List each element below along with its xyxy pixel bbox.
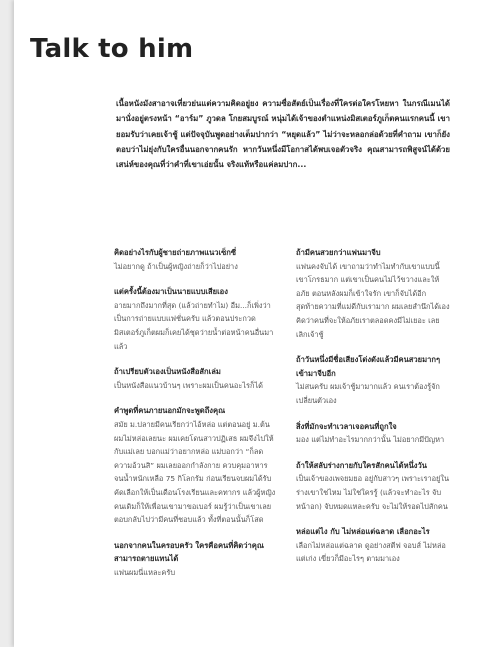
question-text: ถ้าเปรียบตัวเองเป็นหนังสือสักเล่ม [114, 367, 221, 377]
page-title: Talk to him [30, 34, 194, 64]
question-text: ถ้าให้สลับร่างกายกับใครสักคนได้หนึ่งวัน [296, 460, 427, 470]
question-text: แต่ครั้งนี้ต้องมาเป็นนายแบบเสียเอง [114, 287, 228, 297]
answer-text: เป็นเจ้าของเพจยมยอ อยู่กับสาวๆ เพราะเราอยู่ในร่างเขาใช่ไหม ไม่ใช่ใครรู้ (แล้วจะทำอะไร จับหน้าอก) จับหมดแหละครับ จะไม่ให้รอดไปสักคน [296, 474, 450, 511]
left-qa-column [114, 246, 276, 591]
qa-item [296, 246, 450, 341]
question-text: หล่อแต่ไง กับ ไม่หล่อแต่ฉลาด เลือกอะไร [296, 527, 430, 537]
qa-item [296, 353, 450, 407]
answer-text: สมัย ม.ปลายมีคนเรียกว่าไอ้หล่อ แต่ตอนอยู่ ม.ต้น ผมไม่หล่อเลยนะ ผมเคยโดนสาวปฏิเสธ ผมจึงไปให้กับแม่เลย บอกแม่ว่าอยากหล่อ แม่บอกว่า “ก็ลดความอ้วนสิ” ผมเลยออกกำลังกาย ควบคุมอาหาร จนน้ำหนักเหลือ 75 กิโลกรัม ก่อนเรียนจบผมได้รับคัดเลือกให้เป็นเดือนโรงเรียนและคทากร แล้วผู้หญิงคนเดิมก็ให้เพื่อนเขามาขอเบอร์ ผมรู้ว่าเป็นเขาเลยตอบกลับไปว่ามีคนที่ชอบแล้ว ทั้งที่ตอนนั้นก็โสด [114, 419, 276, 525]
answer-text: อายมากถึงมากที่สุด (แล้วถ่ายทำไม) อืม...ก็เพิ่งว่าเป็นการถ่ายแบบแฟชั่นครับ แล้วตอนประกวดมิสเตอร์ภูเก็ตผมก็เคยได้ชุดว่ายน้ำต่อหน้าคนอื่นมาแล้ว [114, 300, 274, 351]
answer-text: ไม่อยากดู ถ้าเป็นผู้หญิงถ่ายก็ว่าไปอย่าง [114, 261, 238, 271]
magazine-page [14, 0, 500, 647]
right-qa-column [296, 246, 450, 578]
question-text: คิดอย่างไรกับผู้ชายถ่ายภาพแนวเซ็กซี่ [114, 248, 237, 257]
qa-item [114, 285, 276, 353]
answer-text: แฟนผมนี่แหละครับ [114, 567, 176, 577]
qa-item [296, 420, 450, 447]
qa-item [114, 539, 276, 580]
question-text: สิ่งที่มักจะทำเวลาเจอคนที่ถูกใจ [296, 421, 397, 431]
answer-text: ไม่สนครับ ผมเจ้าชู้มามากแล้ว คนเราต้องรู้จักเปลี่ยนตัวเอง [296, 382, 440, 405]
answer-text: เลือกไม่หล่อแต่ฉลาด ดูอย่างสตีฟ จอบส์ ไม่หล่อแต่เก่ง เขี่ยวก็มีอะไรๆ ตามมาเอง [296, 540, 446, 564]
question-text: ถ้าวันหนึ่งมีชื่อเสียงโด่งดังแล้วมีคนสวยมากๆ เข้ามาจีบอีก [296, 355, 441, 378]
answer-text: มอง แต่ไม่ทำอะไรมากกว่านั้น ไม่อยากมีปัญหา [296, 435, 445, 445]
intro-paragraph: เนื้อหนังมังสาอาจเที่ยวย่นแต่ความคิดอยู่ยง ความซื่อสัตย์เป็นเรื่องที่ใครต่อใครโหยหา ในกรณีเมนได้มานั่งอยู่ตรงหน้า “อาร์ม” ภูวดล โกยสมบูรณ์ หนุ่มได้เจ้าของตำแหน่งมิสเตอร์ภูเก็ตคนแรกคนนี้ เขายอมรับว่าเคยเจ้าชู้ แต่ปัจจุบันพูดอย่างเต็มปากว่า “หยุดแล้ว” ไม่ว่าจะหลอกล่อด้วยที่คำถาม เขาก็ยังตอบว่าไม่ยุ่งกับใครอื่นนอกจากคนรัก หากวันหนึ่งมีโอกาสได้พบเจอตัวจริง คุณสามารถพิสูจน์ได้ด้วยเสน่ห์ของคุณที่ว่าคำที่เขาเอ่ยนั้น จริงแท้หรือแค่ลมปาก... [116, 99, 450, 170]
answer-text: เป็นหนังสือแนวบ้านๆ เพราะผมเป็นคนอะไรก็ได้ [114, 380, 263, 390]
qa-item [114, 246, 276, 273]
question-text: นอกจากคนในครอบครัว ใครคือคนที่คิดว่าคุณสามารถตายแทนได้ [114, 540, 264, 564]
question-text: ถ้ามีคนสวยกว่าแฟนมาจีบ [296, 248, 381, 257]
qa-item [114, 404, 276, 526]
qa-item [296, 459, 450, 513]
question-text: คำพูดที่คนภายนอกมักจะพูดถึงคุณ [114, 406, 226, 416]
qa-item [296, 525, 450, 566]
qa-item [114, 365, 276, 392]
answer-text: แฟนคงจับได้ เขาถามว่าทำไมทำกับเขาแบบนี้ เขาโกรธมาก แต่เขาเป็นคนไม่ไว้ขวางและให้อภัย ตอนหลังผมก็เข้าใจรัก เขาก็จับได้อีก สุดท้ายความที่แม่ดีกับเรามาก ผมเลยสำนึกได้เอง คิดว่าคนที่จะให้อภัยเราตลอดคงมีไม่เยอะ เลยเลิกเจ้าชู้ [296, 261, 450, 339]
